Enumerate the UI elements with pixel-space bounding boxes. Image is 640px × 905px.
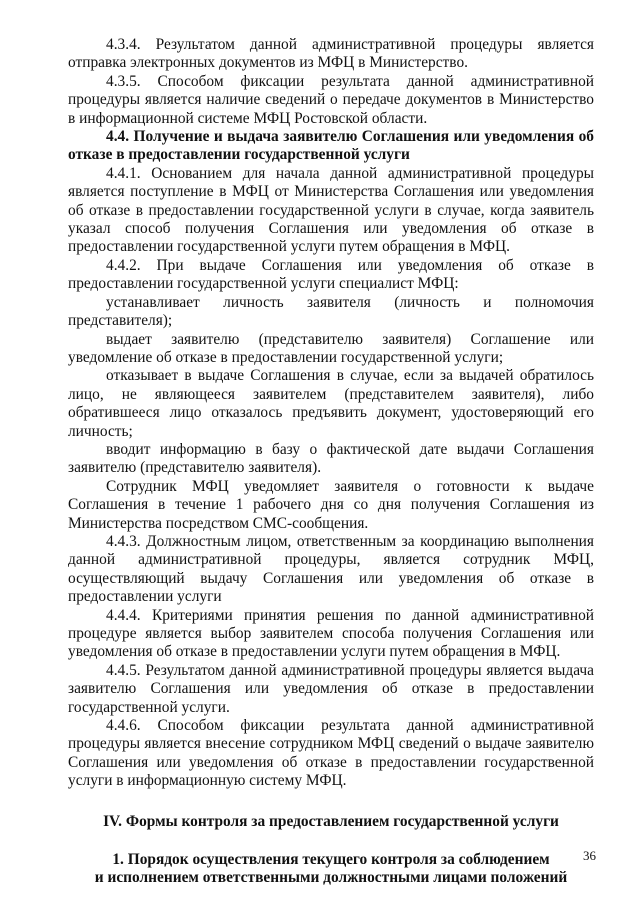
paragraph-4-4-6: 4.4.6. Способом фиксации результата данной административной процедуры является внесение сотрудником МФЦ сведений о выдаче заявителю Соглашения или уведомления об отказе в предоставлении государственной услуги в информационную систему МФЦ. <box>68 717 594 790</box>
list-item-record-date: вводит информацию в базу о фактической дате выдачи Соглашения заявителю (представителю заявителя). <box>68 440 594 477</box>
heading-4-4: 4.4. Получение и выдача заявителю Соглашения или уведомления об отказе в предоставлении государственной услуги <box>68 128 594 164</box>
paragraph-4-4-3: 4.4.3. Должностным лицом, ответственным за координацию выполнения данной административной процедуры, является сотрудник МФЦ, осуществляющий выдачу Соглашения или уведомления об отказе в предоставлении услуги <box>68 532 594 606</box>
paragraph-notification: Сотрудник МФЦ уведомляет заявителя о готовности к выдаче Соглашения в течение 1 рабочего дня со дня получения Соглашения из Министерства посредством СМС-сообщения. <box>68 477 594 532</box>
paragraph-4-4-1: 4.4.1. Основанием для начала данной административной процедуры является поступление в МФЦ от Министерства Соглашения или уведомления об отказе в предоставлении государственной услуги в случае, когда заявитель указал способ получения Соглашения или уведомления об отказе в предоставлении государственной услуги путем обращения в МФЦ. <box>68 164 594 256</box>
section-iv-title: IV. Формы контроля за предоставлением государственной услуги <box>103 812 559 830</box>
paragraph-4-4-2: 4.4.2. При выдаче Соглашения или уведомления об отказе в предоставлении государственной услуги специалист МФЦ: <box>68 256 594 293</box>
paragraph-4-3-5: 4.3.5. Способом фиксации результата данной административной процедуры является наличие сведений о передаче документов в Министерство в информационной системе МФЦ Ростовской области. <box>68 72 594 127</box>
paragraph-4-3-4: 4.3.4. Результатом данной административной процедуры является отправка электронных документов из МФЦ в Министерство. <box>68 36 594 72</box>
paragraph-4-4-4: 4.4.4. Критериями принятия решения по данной административной процедуре является выбор заявителем способа получения Соглашения или уведомления об отказе в предоставлении услуги путем обращения в МФЦ. <box>68 606 594 661</box>
page-number: 36 <box>583 848 596 863</box>
paragraph-4-4-5: 4.4.5. Результатом данной административной процедуры является выдача заявителю Соглашения или уведомления об отказе в предоставлении государственной услуги. <box>68 661 594 716</box>
list-item-identify: устанавливает личность заявителя (личность и полномочия представителя); <box>68 293 594 330</box>
list-item-issue: выдает заявителю (представителю заявителя) Соглашение или уведомление об отказе в предоставлении государственной услуги; <box>68 330 594 366</box>
subsection-1-title-line2: и исполнением ответственными должностными лицами положений <box>94 869 568 887</box>
list-item-refuse: отказывает в выдаче Соглашения в случае, если за выдачей обратилось лицо, не являющееся заявителем (представителем заявителя), либо обратившееся лицо отказалось предъявить документ, удостоверяющий его личность; <box>68 367 594 440</box>
document-page <box>68 36 594 888</box>
subsection-1-title-line1: 1. Порядок осуществления текущего контроля за соблюдением <box>112 851 550 869</box>
